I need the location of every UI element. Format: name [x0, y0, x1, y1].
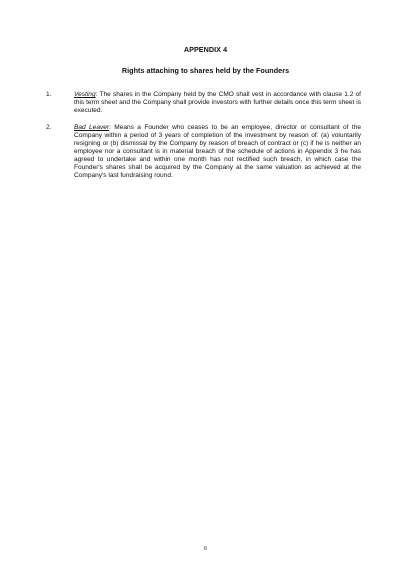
clause-term-separator: :: [95, 91, 98, 98]
appendix-title: APPENDIX 4: [183, 45, 228, 54]
clause-body: [74, 124, 361, 180]
clause-number: 2.: [46, 124, 52, 131]
clause-text: Means a Founder who ceases to be an employee, director or consultant of the Company within a period of 3 years of completion of the investment by reason of: (a) voluntarily resigning or (b) dismissal by the Company by reason of breach of contract or (c) if he is neither an employee nor a consultant is in material breach of the schedule of actions in Appendix 3 he has agreed to undertake and within one month has not rectified such breach, in which case the Founder's shares shall be acquired by the Company at the same valuation as achieved at the Company's last fundraising round.: [74, 124, 361, 180]
page-number: 6: [203, 546, 208, 552]
clause-body: [74, 91, 361, 115]
clause-term-separator: :: [109, 124, 111, 131]
clause-term: Bad Leaver: [74, 124, 110, 131]
appendix-subtitle: Rights attaching to shares held by the Founders: [121, 66, 290, 75]
clause-number: 1.: [46, 91, 52, 98]
clause-text: The shares in the Company held by the CMO shall vest in accordance with clause 1.2 of this term sheet and the Company shall provide investors with further details once this term sheet is executed.: [74, 91, 361, 115]
clause-term: Vesting: [74, 91, 96, 98]
